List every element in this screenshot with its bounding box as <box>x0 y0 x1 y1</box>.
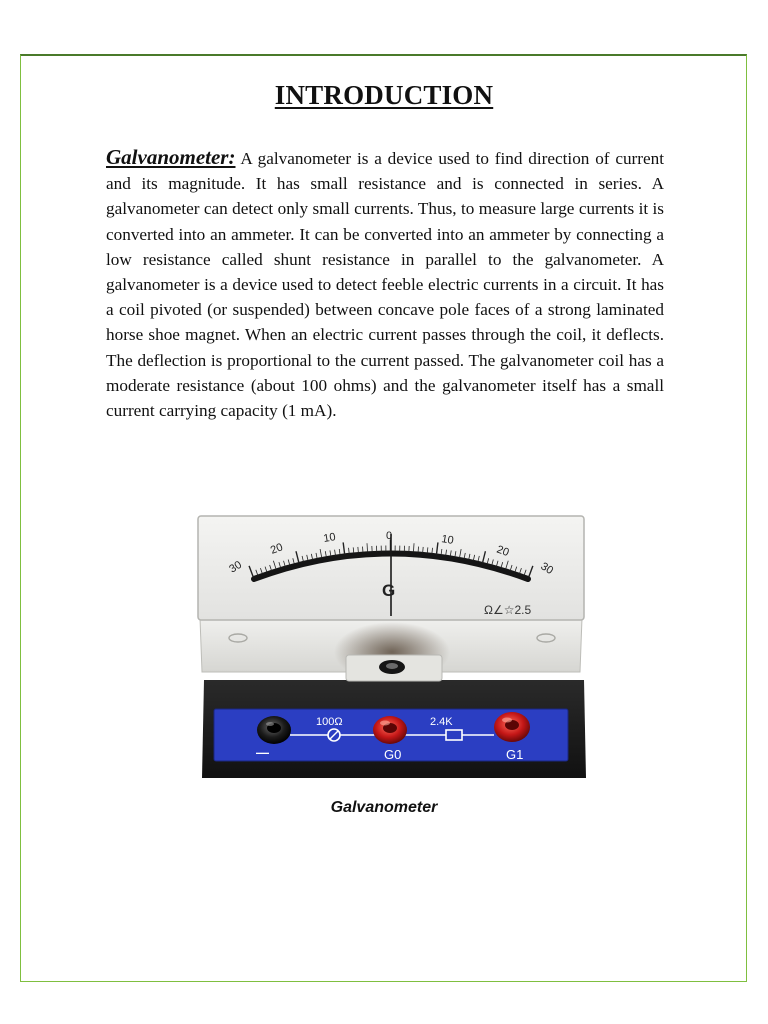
galvanometer-symbol-g: G <box>382 581 396 600</box>
r1-label: 100Ω <box>316 716 343 728</box>
terminal-g0 <box>373 716 407 744</box>
scale-label-l10: 10 <box>322 531 337 545</box>
minus-label: — <box>256 745 269 760</box>
scale-tick <box>358 547 359 553</box>
figure-caption: Galvanometer <box>330 799 438 816</box>
scale-label-r20: 20 <box>494 543 511 560</box>
scale-tick <box>413 543 414 552</box>
r2-label: 2.4K <box>430 716 453 728</box>
zero-adjust-knob-highlight <box>386 663 398 669</box>
term-galvanometer: Galvanometer: <box>106 145 236 169</box>
page-title: INTRODUCTION <box>274 80 494 110</box>
galvanometer-illustration <box>194 512 590 784</box>
scale-label-r10: 10 <box>440 533 455 547</box>
g1-label: G1 <box>506 747 524 762</box>
scale-tick <box>367 543 368 552</box>
scale-label-l30: 30 <box>227 558 244 576</box>
galvanometer-figure <box>194 512 590 784</box>
scale-label-l20: 20 <box>268 541 285 557</box>
intro-text: A galvanometer is a device used to find direction of current and its magnitude. It has small resistance and is connected in series. A galvanometer can detect only small currents. Thus, to measure large currents it is converted into an ammeter. It can be converted into an ammeter by connecting a low resistance called shunt resistance in parallel to the galvanometer. A galvanometer is a device used to detect feeble electric currents in a circuit. It has a coil pivoted (or suspended) between concave pole faces of a strong laminated horse shoe magnet. When an electric current passes through the coil, it deflects. The deflection is proportional to the current passed. The galvanometer coil has a moderate resistance (about 100 ohms) and the galvanometer itself has a small current carrying capacity (1 mA). <box>106 149 664 421</box>
scale-label-0: 0 <box>386 530 393 542</box>
g0-label: G0 <box>384 747 402 762</box>
intro-paragraph <box>106 145 664 423</box>
terminal-g1 <box>494 712 530 742</box>
scale-label-r30: 30 <box>538 560 556 578</box>
terminal-minus <box>257 716 291 744</box>
class-marking: Ω∠☆2.5 <box>484 603 532 617</box>
resistor-symbol-icon <box>446 730 462 740</box>
scale-tick <box>423 547 424 553</box>
